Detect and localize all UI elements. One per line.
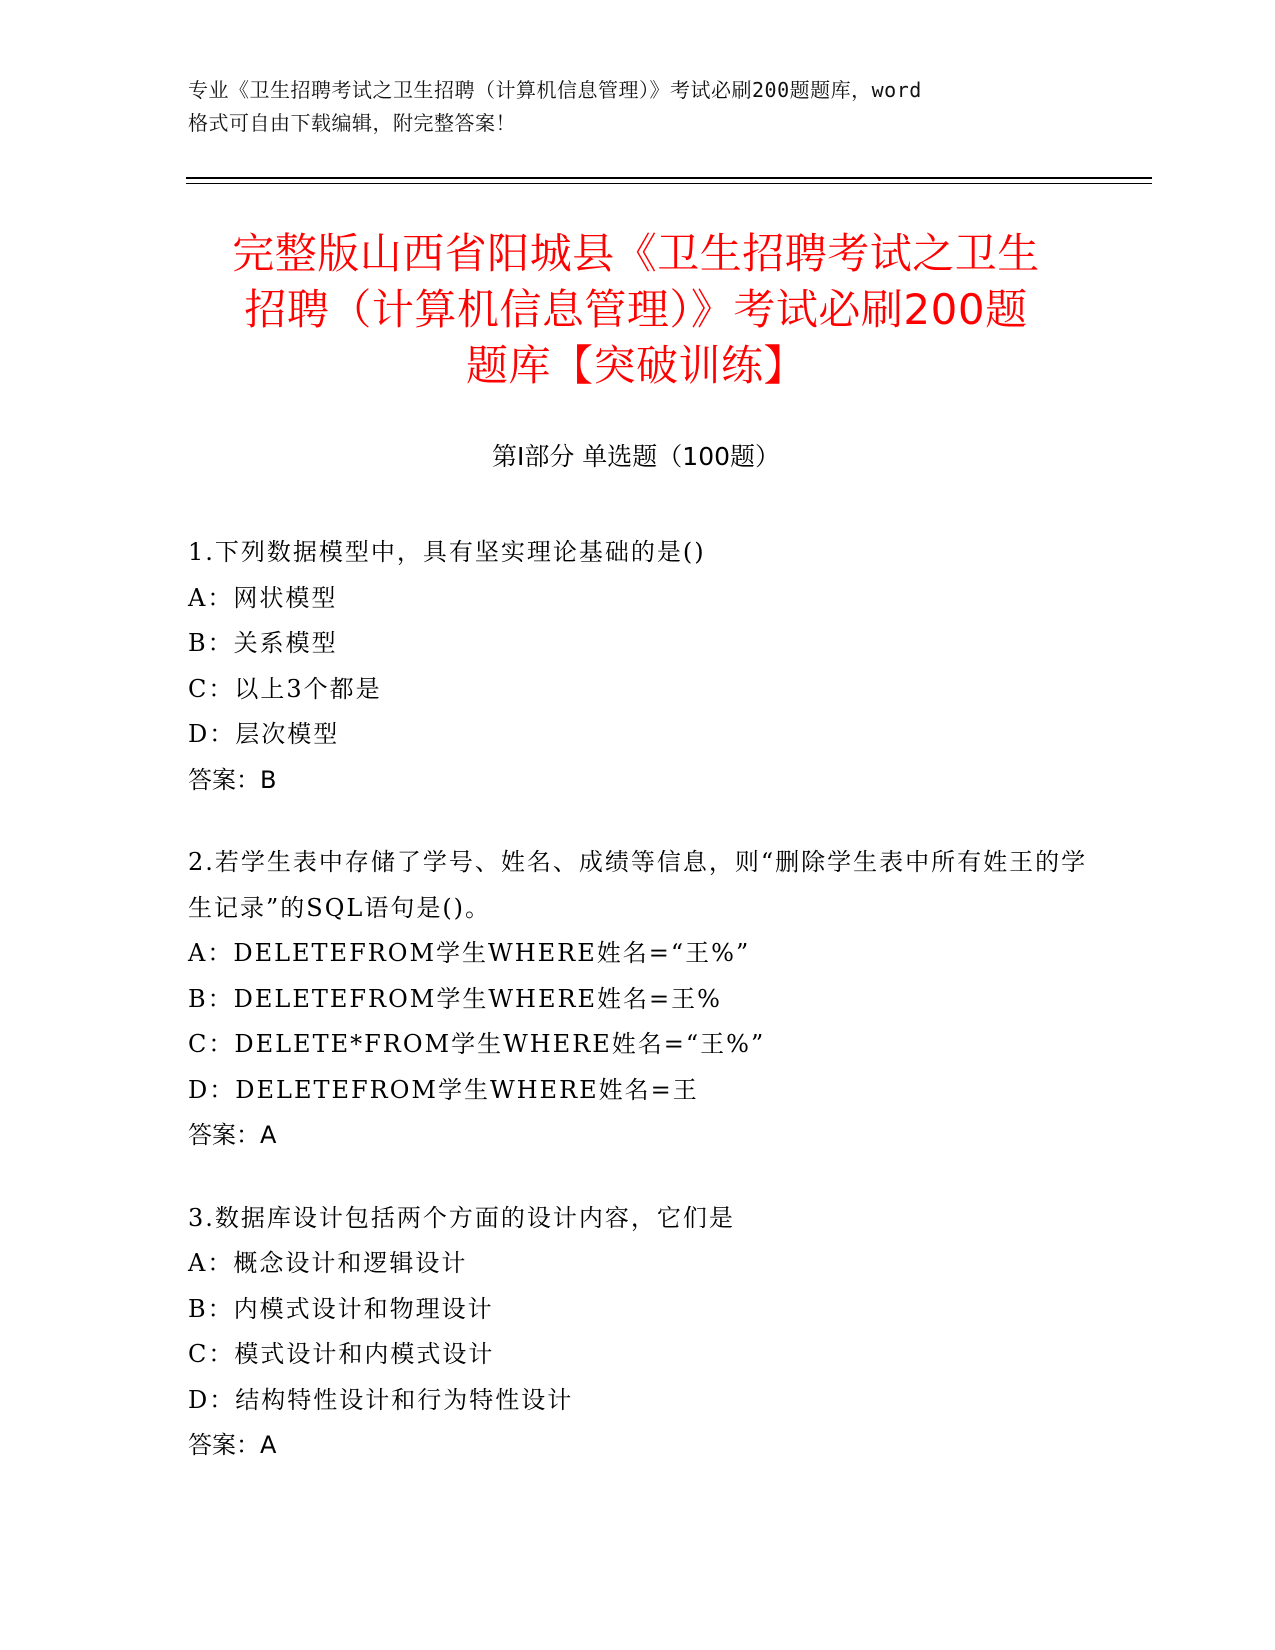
header-line-1: 专业《卫生招聘考试之卫生招聘（计算机信息管理）》考试必刷200题题库，word: [188, 78, 922, 102]
question-stem: 1.下列数据模型中，具有坚实理论基础的是(): [188, 538, 706, 566]
option-b: B：关系模型: [188, 629, 338, 657]
title-line-2: 招聘（计算机信息管理）》考试必刷200题: [244, 285, 1028, 334]
document-title: [186, 226, 1086, 394]
answer: 答案：B: [188, 765, 277, 794]
answer: 答案：A: [188, 1121, 277, 1149]
option-b: B：DELETEFROM学生WHERE姓名=王%: [188, 984, 722, 1013]
question-stem: 2.若学生表中存储了学号、姓名、成绩等信息，则“删除学生表中所有姓王的学生记录”的SQL语句是()。: [188, 848, 1088, 922]
option-a: A：DELETEFROM学生WHERE姓名=“王%”: [188, 939, 751, 967]
header-line-2: 格式可自由下载编辑，附完整答案！: [188, 111, 516, 135]
option-d: D：DELETEFROM学生WHERE姓名=王: [188, 1075, 699, 1104]
option-c: C：DELETE*FROM学生WHERE姓名=“王%”: [188, 1030, 766, 1058]
section-title: 第Ⅰ部分 单选题（100题）: [491, 442, 781, 471]
option-c: C：模式设计和内模式设计: [188, 1340, 495, 1368]
answer: 答案：A: [188, 1431, 277, 1459]
question-1: [188, 530, 1088, 803]
option-d: D：层次模型: [188, 720, 340, 748]
option-a: A：网状模型: [188, 583, 338, 612]
question-3: [188, 1196, 1088, 1469]
header-rule-thick: [186, 177, 1152, 179]
option-b: B：内模式设计和物理设计: [188, 1294, 494, 1323]
question-2: [188, 840, 1088, 1159]
option-c: C：以上3个都是: [188, 674, 382, 703]
option-a: A：概念设计和逻辑设计: [188, 1249, 468, 1277]
header-rule-thin: [186, 183, 1152, 184]
document-header: [188, 74, 1088, 140]
question-stem: 3.数据库设计包括两个方面的设计内容，它们是: [188, 1203, 735, 1232]
option-d: D：结构特性设计和行为特性设计: [188, 1385, 574, 1414]
title-line-3: 题库【突破训练】: [465, 341, 806, 390]
title-line-1: 完整版山西省阳城县《卫生招聘考试之卫生: [232, 229, 1040, 278]
question-list: [188, 530, 1088, 1506]
